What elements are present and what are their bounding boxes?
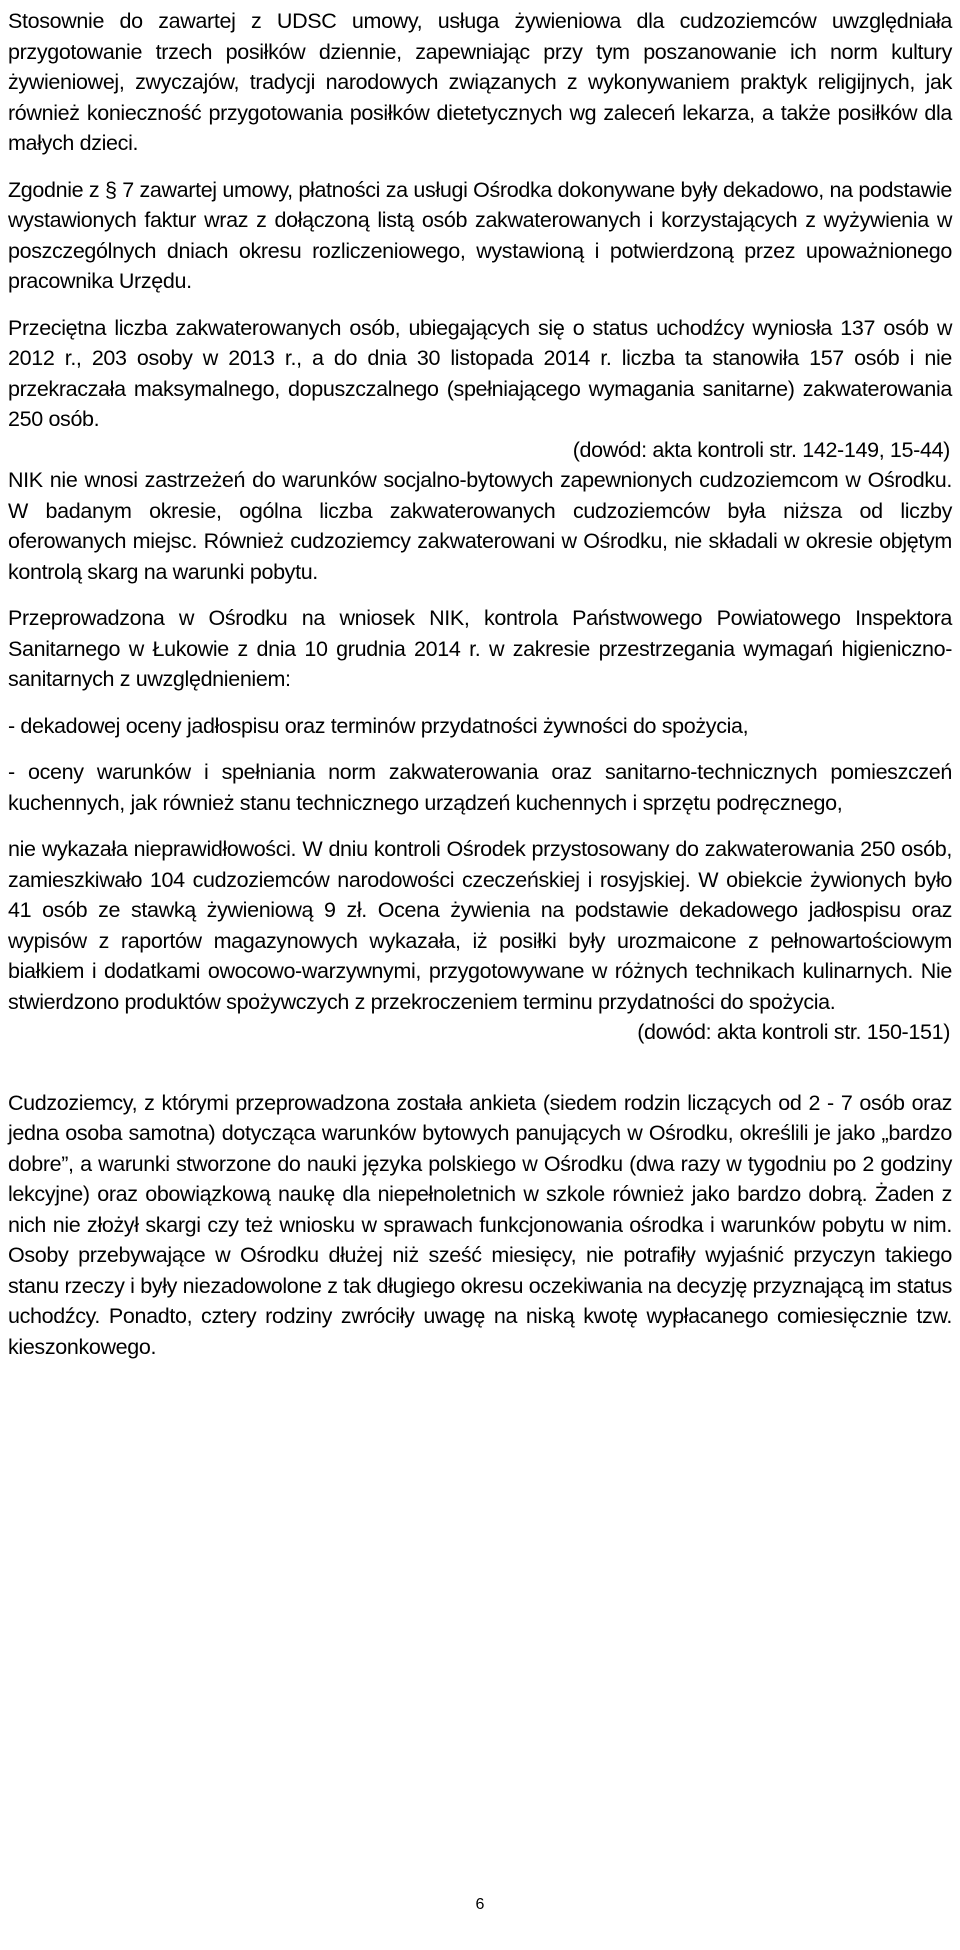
document-body [8,6,952,1362]
evidence-note: (dowód: akta kontroli str. 150-151) [637,1020,950,1044]
paragraph-sanitary-inspection: Przeprowadzona w Ośrodku na wniosek NIK, kontrola Państwowego Powiatowego Inspektora Sanitarnego w Łukowie z dnia 10 grudnia 2014 r. w zakresie przestrzegania wymagań higieniczno-sanitarnych z uwzględnieniem: [8,606,952,691]
paragraph-inspection-results: nie wykazała nieprawidłowości. W dniu kontroli Ośrodek przystosowany do zakwaterowania 250 osób, zamieszkiwało 104 cudzoziemców narodowości czeczeńskiej i rosyjskiej. W obiekcie żywionych było 41 osób ze stawką żywieniową 9 zł. Ocena żywienia na podstawie dekadowego jadłospisu oraz wypisów z raportów magazynowych wykazała, iż posiłki były urozmaicone z pełnowartościowym białkiem i dodatkami owocowo-warzywnymi, przygotowywane w różnych technikach kulinarnych. Nie stwierdzono produktów spożywczych z przekroczeniem terminu przydatności do spożycia. [8,837,952,1014]
paragraph-survey-results: Cudzoziemcy, z którymi przeprowadzona została ankieta (siedem rodzin liczących od 2 - 7 osób oraz jedna osoba samotna) dotycząca warunków bytowych panujących w Ośrodku, określili je jako „bardzo dobre”, a warunki stworzone do nauki języka polskiego w Ośrodku (dwa razy w tygodniu po 2 godziny lekcyjne) oraz obowiązkową naukę dla niepełnoletnich w szkole również jako bardzo dobrą. Żaden z nich nie złożył skargi czy też wniosku w sprawach funkcjonowania ośrodka i warunków pobytu w nim. Osoby przebywające w Ośrodku dłużej niż sześć miesięcy, nie potrafiły wyjaśnić przyczyn takiego stanu rzeczy i były niezadowolone z tak długiego okresu oczekiwania na decyzję przyznającą im status uchodźcy. Ponadto, cztery rodziny zwróciły uwagę na niską kwotę wypłacanego comiesięcznie tzw. kieszonkowego. [8,1090,952,1359]
list-item-menu-assessment: - dekadowej oceny jadłospisu oraz terminów przydatności żywności do spożycia, [8,713,749,738]
list-item-kitchen-assessment: - oceny warunków i spełniania norm zakwaterowania oraz sanitarno-technicznych pomieszczeń kuchennych, jak również stanu technicznego urządzeń kuchennych i sprzętu podręcznego, [8,760,952,815]
paragraph-average-residents: Przeciętna liczba zakwaterowanych osób, ubiegających się o status uchodźcy wyniosła 137 osób w 2012 r., 203 osoby w 2013 r., a do dnia 30 listopada 2014 r. liczba ta stanowiła 157 osób i nie przekraczała maksymalnego, dopuszczalnego (spełniającego wymagania sanitarne) zakwaterowania 250 osób. [8,315,952,431]
paragraph-payments: Zgodnie z § 7 zawartej umowy, płatności za usługi Ośrodka dokonywane były dekadowo, na podstawie wystawionych faktur wraz z dołączoną listą osób zakwaterowanych i korzystających z wyżywienia w poszczególnych dniach okresu rozliczeniowego, wystawioną i potwierdzoną przez upoważnionego pracownika Urzędu. [8,177,952,293]
paragraph-catering-service: Stosownie do zawartej z UDSC umowy, usługa żywieniowa dla cudzoziemców uwzględniała przygotowanie trzech posiłków dziennie, zapewniając przy tym poszanowanie ich norm kultury żywieniowej, zwyczajów, tradycji narodowych związanych z wykonywaniem praktyk religijnych, jak również konieczność przygotowania posiłków dietetycznych wg zaleceń lekarza, a także posiłków dla małych dzieci. [8,9,952,155]
page-number: 6 [475,1896,485,1913]
paragraph-nik-assessment: NIK nie wnosi zastrzeżeń do warunków socjalno-bytowych zapewnionych cudzoziemcom w Ośrodku. W badanym okresie, ogólna liczba zakwaterowanych cudzoziemców była niższa od liczby oferowanych miejsc. Również cudzoziemcy zakwaterowani w Ośrodku, nie składali w okresie objętym kontrolą skarg na warunki pobytu. [8,468,952,584]
evidence-note: (dowód: akta kontroli str. 142-149, 15-44) [572,437,950,462]
